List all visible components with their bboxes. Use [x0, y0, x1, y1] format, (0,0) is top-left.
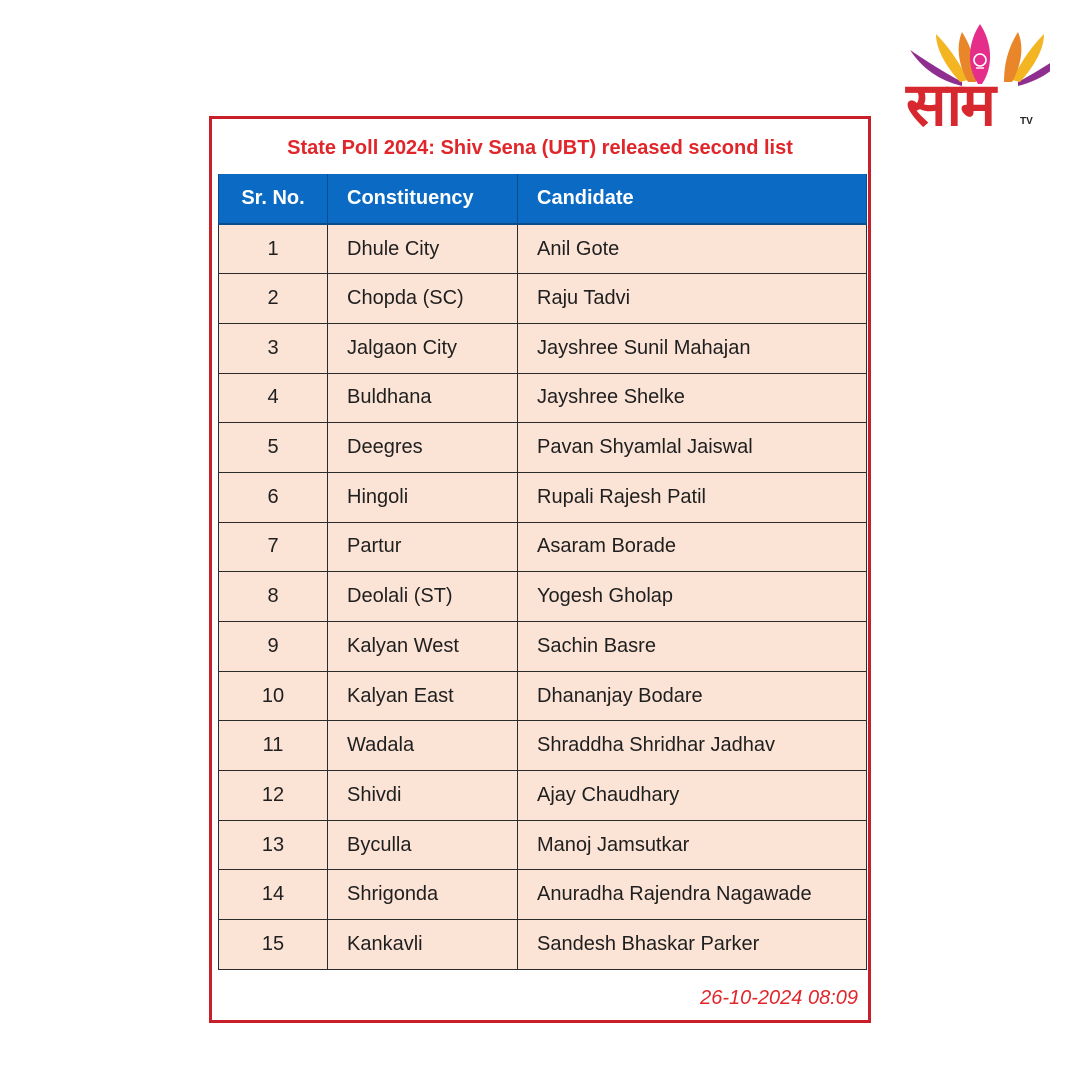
cell-sr-no: 1 [219, 224, 328, 274]
cell-sr-no: 14 [219, 870, 328, 920]
timestamp: 26-10-2024 08:09 [700, 987, 858, 1009]
cell-candidate: Dhananjay Bodare [518, 671, 867, 721]
cell-sr-no: 6 [219, 472, 328, 522]
table-row [219, 323, 867, 373]
cell-candidate: Anil Gote [518, 224, 867, 274]
header-candidate: Candidate [518, 174, 867, 224]
table-row [219, 423, 867, 473]
cell-candidate: Anuradha Rajendra Nagawade [518, 870, 867, 920]
cell-candidate: Manoj Jamsutkar [518, 820, 867, 870]
table-header-row [219, 174, 867, 224]
cell-candidate: Asaram Borade [518, 522, 867, 572]
cell-constituency: Buldhana [328, 373, 518, 423]
cell-candidate: Jayshree Sunil Mahajan [518, 323, 867, 373]
table-row [219, 622, 867, 672]
cell-constituency: Kankavli [328, 920, 518, 970]
cell-constituency: Dhule City [328, 224, 518, 274]
table-row [219, 373, 867, 423]
cell-sr-no: 15 [219, 920, 328, 970]
cell-candidate: Sandesh Bhaskar Parker [518, 920, 867, 970]
logo-text: साम [906, 70, 994, 140]
table-row [219, 870, 867, 920]
table-row [219, 771, 867, 821]
table-row [219, 572, 867, 622]
cell-constituency: Kalyan West [328, 622, 518, 672]
cell-sr-no: 13 [219, 820, 328, 870]
cell-constituency: Chopda (SC) [328, 274, 518, 324]
cell-constituency: Hingoli [328, 472, 518, 522]
candidate-list-card [209, 116, 871, 1023]
table-row [219, 920, 867, 970]
cell-constituency: Kalyan East [328, 671, 518, 721]
table-row [219, 522, 867, 572]
cell-candidate: Shraddha Shridhar Jadhav [518, 721, 867, 771]
cell-sr-no: 10 [219, 671, 328, 721]
header-constituency: Constituency [328, 174, 518, 224]
table-row [219, 671, 867, 721]
cell-sr-no: 9 [219, 622, 328, 672]
table-row [219, 224, 867, 274]
cell-candidate: Jayshree Shelke [518, 373, 867, 423]
cell-sr-no: 11 [219, 721, 328, 771]
candidate-table [218, 174, 867, 970]
cell-candidate: Pavan Shyamlal Jaiswal [518, 423, 867, 473]
cell-constituency: Partur [328, 522, 518, 572]
logo-tv-label: TV [1020, 116, 1033, 127]
cell-candidate: Ajay Chaudhary [518, 771, 867, 821]
card-title: State Poll 2024: Shiv Sena (UBT) released second list [287, 137, 793, 159]
cell-candidate: Raju Tadvi [518, 274, 867, 324]
cell-sr-no: 5 [219, 423, 328, 473]
cell-constituency: Shrigonda [328, 870, 518, 920]
cell-constituency: Deegres [328, 423, 518, 473]
cell-candidate: Rupali Rajesh Patil [518, 472, 867, 522]
table-row [219, 721, 867, 771]
table-row [219, 274, 867, 324]
saam-tv-logo [900, 20, 1050, 155]
cell-constituency: Wadala [328, 721, 518, 771]
cell-candidate: Yogesh Gholap [518, 572, 867, 622]
table-row [219, 472, 867, 522]
cell-constituency: Shivdi [328, 771, 518, 821]
table-body [219, 224, 867, 969]
cell-constituency: Jalgaon City [328, 323, 518, 373]
cell-candidate: Sachin Basre [518, 622, 867, 672]
cell-sr-no: 3 [219, 323, 328, 373]
header-sr-no: Sr. No. [219, 174, 328, 224]
cell-sr-no: 8 [219, 572, 328, 622]
table-header [219, 174, 867, 224]
cell-sr-no: 4 [219, 373, 328, 423]
cell-sr-no: 2 [219, 274, 328, 324]
cell-sr-no: 7 [219, 522, 328, 572]
table-row [219, 820, 867, 870]
cell-sr-no: 12 [219, 771, 328, 821]
cell-constituency: Deolali (ST) [328, 572, 518, 622]
cell-constituency: Byculla [328, 820, 518, 870]
